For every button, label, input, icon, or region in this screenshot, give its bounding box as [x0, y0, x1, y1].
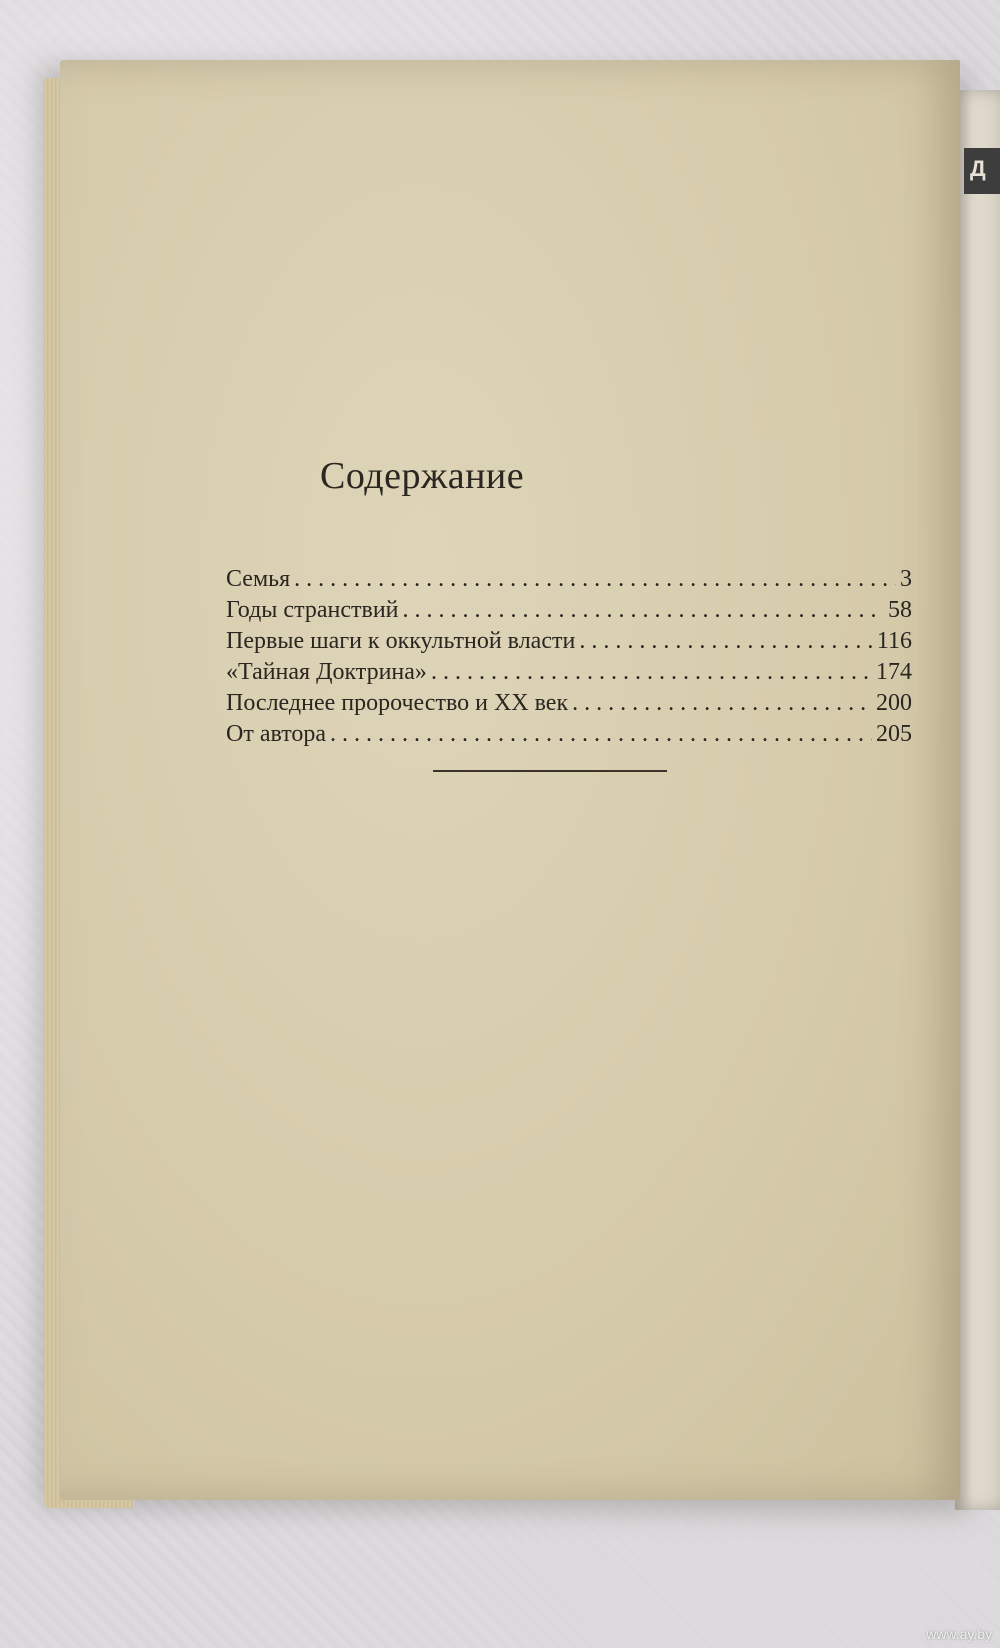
- horizontal-rule: [433, 770, 667, 772]
- dot-leader: [572, 688, 872, 719]
- right-page-edge: [955, 90, 1000, 1510]
- toc-entry: [226, 595, 912, 626]
- toc-entry: [226, 719, 912, 750]
- toc-entry-title: «Тайная Доктрина»: [226, 659, 427, 685]
- toc-page-number: 200: [876, 690, 912, 716]
- toc-entry-title: Первые шаги к оккультной власти: [226, 628, 576, 654]
- toc-entry-title: Последнее пророчество и XX век: [226, 690, 569, 716]
- toc-page-number: 174: [876, 659, 912, 685]
- toc-page-number: 58: [888, 597, 912, 623]
- dot-leader: [579, 626, 873, 657]
- dot-leader: [330, 719, 872, 750]
- right-page-header-block: Д: [964, 148, 1000, 194]
- toc-page-number: 205: [876, 721, 912, 747]
- toc-title: Содержание: [320, 455, 525, 497]
- toc-page-number: 116: [876, 628, 912, 654]
- dot-leader: [431, 657, 872, 688]
- toc-entry: [226, 626, 912, 657]
- toc-entry-title: Годы странствий: [226, 597, 399, 623]
- toc-entry: [226, 657, 912, 688]
- toc-entry: [226, 564, 912, 595]
- toc-entry: [226, 688, 912, 719]
- dot-leader: [294, 564, 896, 595]
- dot-leader: [403, 595, 885, 626]
- toc-entry-title: Семья: [226, 566, 291, 592]
- toc-entry-title: От автора: [226, 721, 327, 747]
- book-page: [60, 60, 960, 1500]
- table-of-contents: [226, 564, 912, 750]
- toc-page-number: 3: [900, 566, 912, 592]
- watermark: www.ay.by: [926, 1626, 992, 1642]
